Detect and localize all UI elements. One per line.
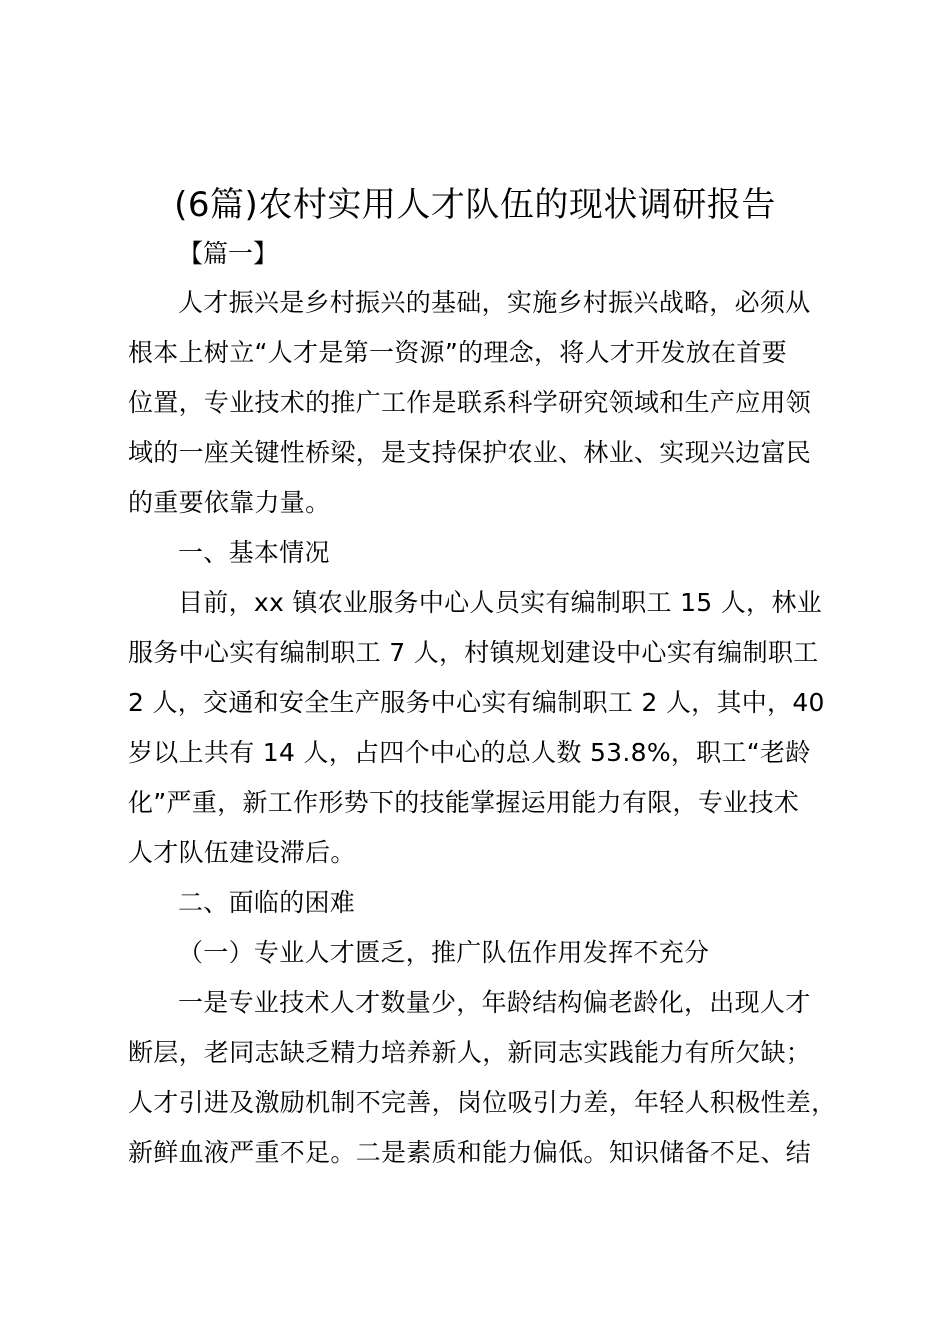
paragraph-line: 化”严重，新工作形势下的技能掌握运用能力有限，专业技术 [128,788,800,817]
paragraph-line: 域的一座关键性桥梁，是支持保护农业、林业、实现兴边富民 [128,438,812,467]
section-heading: 二、面临的困难 [178,888,356,917]
paragraph-line: 人才振兴是乡村振兴的基础，实施乡村振兴战略，必须从 [178,288,811,317]
paragraph-line: 断层，老同志缺乏精力培养新人，新同志实践能力有所欠缺； [128,1038,812,1067]
paragraph-line: 的重要依靠力量。 [128,488,331,517]
paragraph-line: 服务中心实有编制职工 7 人，村镇规划建设中心实有编制职工 [128,638,819,667]
paragraph-line: 人才队伍建设滞后。 [128,838,356,867]
paragraph-line: 一是专业技术人才数量少，年龄结构偏老龄化，出现人才 [178,988,811,1017]
paragraph-line: 新鲜血液严重不足。二是素质和能力偏低。知识储备不足、结 [128,1138,812,1167]
paragraph-line: 岁以上共有 14 人，占四个中心的总人数 53.8%，职工“老龄 [128,738,811,767]
paragraph-line: 目前，xx 镇农业服务中心人员实有编制职工 15 人，林业 [178,588,822,617]
paragraph-line: 位置，专业技术的推广工作是联系科学研究领域和生产应用领 [128,388,812,417]
subsection-heading: （一）专业人才匮乏，推广队伍作用发挥不充分 [178,938,710,967]
section-label: 【篇一】 [178,239,279,268]
section-heading: 一、基本情况 [178,538,330,567]
paragraph-line: 人才引进及激励机制不完善，岗位吸引力差，年轻人积极性差， [128,1088,837,1117]
paragraph-line: 根本上树立“人才是第一资源”的理念，将人才开发放在首要 [128,338,788,367]
document-title: (6篇)农村实用人才队伍的现状调研报告 [174,185,776,225]
paragraph-line: 2 人，交通和安全生产服务中心实有编制职工 2 人，其中，40 [128,688,825,717]
